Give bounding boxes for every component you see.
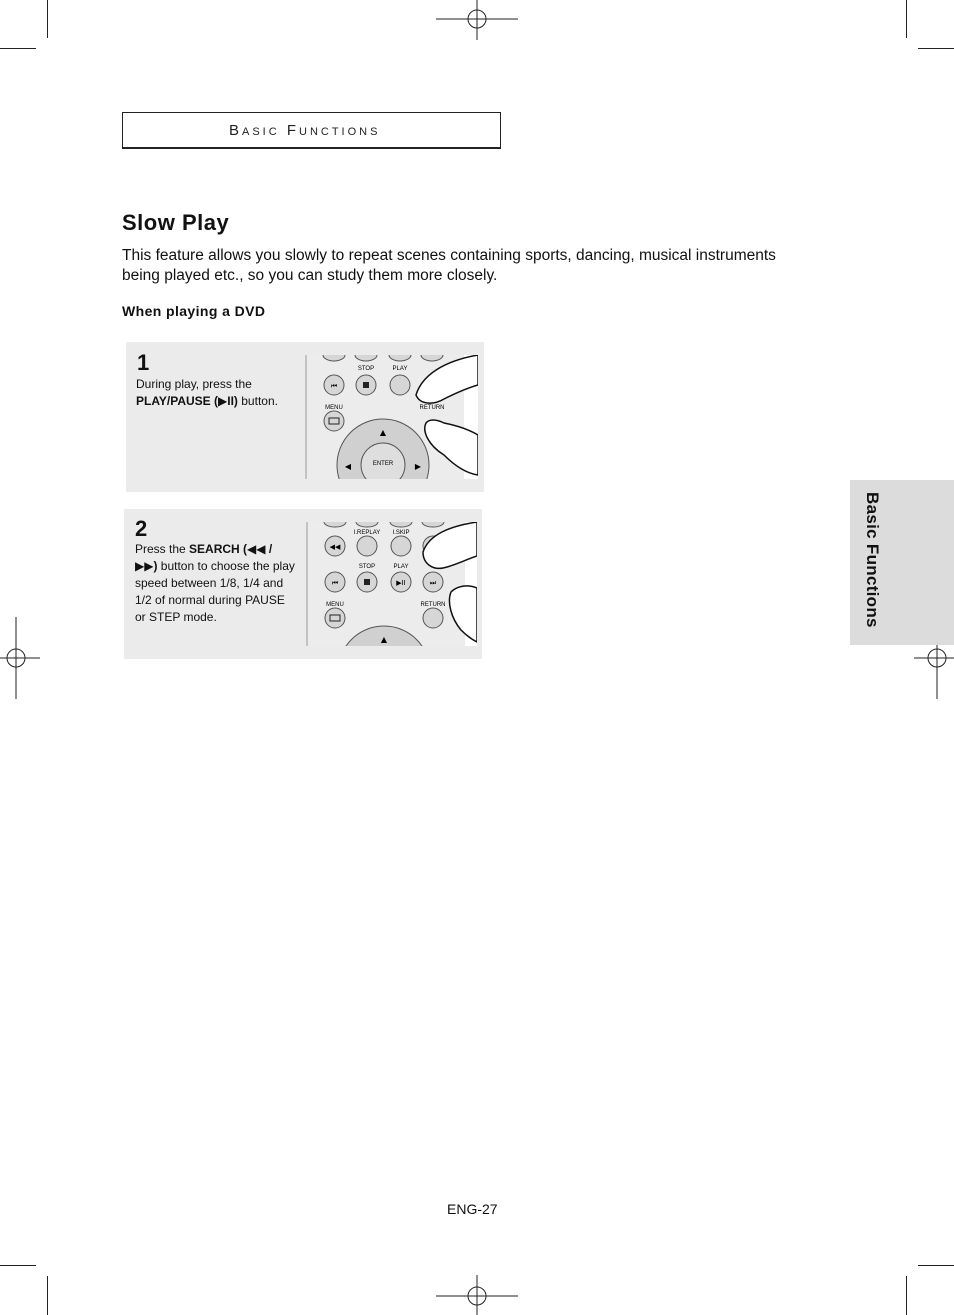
remote-label-play: PLAY	[392, 366, 408, 372]
remote-label-iskip: I.SKIP	[392, 530, 410, 536]
intro-paragraph: This feature allows you slowly to repeat scenes containing sports, dancing, musical instruments being played etc., so you can study them more closely.	[122, 247, 776, 284]
remote-control-icon	[304, 355, 478, 479]
crop-mark	[0, 48, 36, 49]
step-number: 2	[135, 516, 148, 541]
svg-text:▲: ▲	[379, 428, 387, 437]
section-title: Basic Functions	[229, 121, 381, 139]
remote-label-return: RETURN	[419, 405, 445, 411]
remote-label-enter: ENTER	[372, 461, 394, 467]
remote-illustration-1	[304, 355, 478, 479]
side-tab-label: Basic Functions	[863, 492, 882, 628]
remote-label-play: PLAY	[393, 564, 409, 570]
crop-mark	[47, 1276, 48, 1315]
crop-mark	[47, 0, 48, 38]
step-instructions: Press the SEARCH (◀◀ / ▶▶) button to choose the play speed between 1/8, 1/4 and 1/2 of normal during PAUSE or STEP mode.	[135, 542, 295, 624]
remote-label-ireplay: I.REPLAY	[353, 530, 381, 536]
remote-label-menu: MENU	[325, 405, 343, 411]
svg-text:⏭: ⏭	[429, 579, 437, 587]
registration-mark-icon	[436, 1275, 518, 1315]
registration-mark-icon	[0, 617, 40, 699]
crop-mark	[918, 1265, 954, 1266]
svg-text:◀: ◀	[344, 462, 352, 471]
page-number: ENG-27	[447, 1201, 498, 1217]
svg-text:▶: ▶	[414, 462, 422, 471]
remote-label-menu: MENU	[326, 602, 344, 608]
svg-text:⏮: ⏮	[331, 579, 339, 587]
registration-mark-icon	[436, 0, 518, 40]
svg-text:▲: ▲	[380, 635, 388, 644]
remote-illustration-2	[305, 522, 477, 646]
svg-text:◀◀: ◀◀	[329, 543, 341, 551]
crop-mark	[918, 48, 954, 49]
remote-control-icon	[305, 522, 477, 646]
section-header	[122, 112, 501, 149]
step-card-2	[124, 509, 482, 659]
remote-label-return: RETURN	[420, 602, 446, 608]
crop-mark	[906, 0, 907, 38]
remote-label-stop: STOP	[357, 366, 375, 372]
step-card-1	[126, 342, 484, 492]
remote-label-stop: STOP	[358, 564, 376, 570]
step-instructions: During play, press the PLAY/PAUSE (▶II) button.	[136, 377, 278, 408]
step-number: 1	[137, 350, 150, 375]
crop-mark	[0, 1265, 36, 1266]
svg-text:⏮: ⏮	[330, 382, 338, 390]
svg-text:▶II: ▶II	[396, 579, 406, 587]
page-title: Slow Play	[122, 210, 230, 235]
crop-mark	[906, 1276, 907, 1315]
subheading: When playing a DVD	[122, 303, 266, 319]
